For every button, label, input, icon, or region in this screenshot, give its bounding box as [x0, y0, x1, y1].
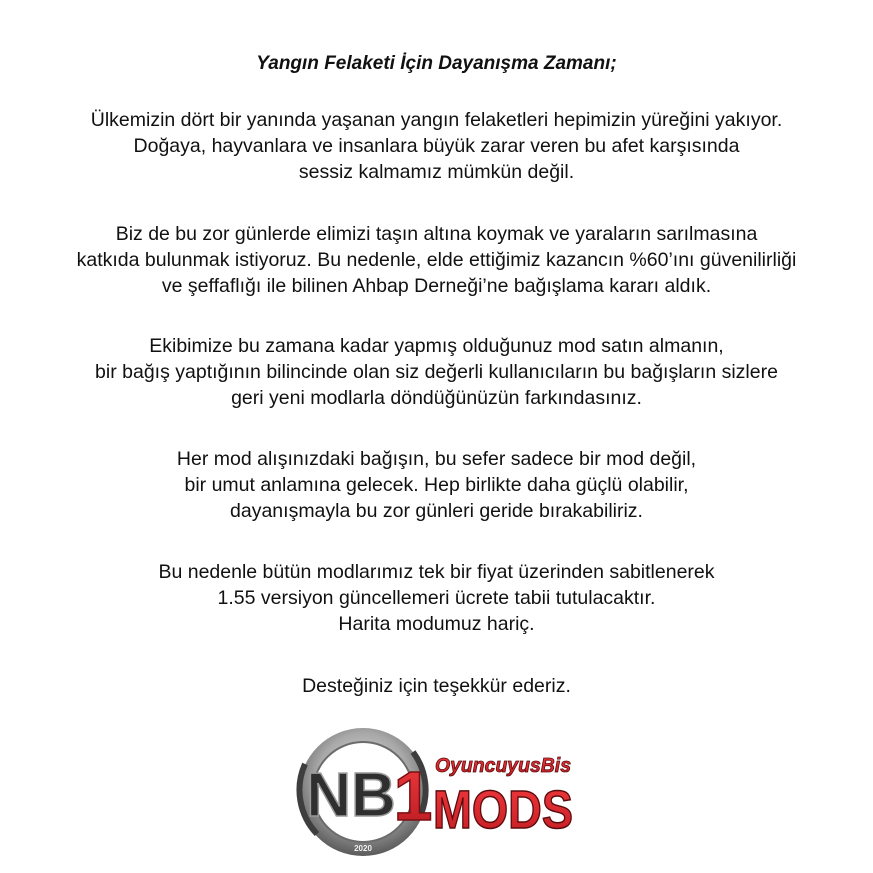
text-line: sessiz kalmamız mümkün değil. — [298, 161, 575, 183]
text-line: Doğaya, hayvanlara ve insanlara büyük zarar veren bu afet karşısında — [133, 135, 740, 157]
paragraph-wildfire-intro — [0, 107, 873, 185]
paragraph-pricing — [0, 559, 873, 637]
text-line: 1.55 versiyon güncellemeri ücrete tabii tutulacaktır. — [217, 587, 656, 609]
text-line: ve şeffaflığı ile bilinen Ahbap Derneği’ne bağışlama kararı aldık. — [161, 275, 712, 297]
text-line: katkıda bulunmak istiyoruz. Bu nedenle, elde ettiğimiz kazancın %60’ını güvenilirliği — [76, 249, 797, 271]
emblem-number: 1 — [393, 757, 433, 835]
paragraph-donation-decision — [0, 221, 873, 299]
text-line: dayanışmayla bu zor günleri geride bırakabiliriz. — [230, 500, 643, 522]
text-line: Harita modumuz hariç. — [338, 613, 535, 635]
paragraph-hope — [0, 446, 873, 524]
paragraph-thanks — [0, 673, 873, 699]
text-line: Bu nedenle bütün modlarımız tek bir fiyat üzerinden sabitlenerek — [158, 561, 715, 583]
text-line: Biz de bu zor günlerde elimizi taşın altına koymak ve yaraların sarılmasına — [115, 223, 758, 245]
text-line: Ülkemizin dört bir yanında yaşanan yangın felaketleri hepimizin yüreğini yakıyor. — [90, 109, 783, 131]
emblem-year: 2020 — [354, 844, 372, 853]
brand-name-top: OyuncuyusBis — [435, 755, 571, 777]
text-line: bir umut anlamına gelecek. Hep birlikte daha güçlü olabilir, — [184, 474, 689, 496]
text-line: Her mod alışınızdaki bağışın, bu sefer sadece bir mod değil, — [176, 448, 697, 470]
text-line: bir bağış yaptığının bilincinde olan siz değerli kullanıcıların bu bağışların sizlere — [95, 361, 778, 383]
emblem-letters: NB — [306, 761, 396, 830]
text-line: Ekibimize bu zamana kadar yapmış olduğunuz mod satın almanın, — [149, 335, 724, 357]
brand-logo — [295, 724, 585, 864]
text-line: geri yeni modlarla döndüğünüzün farkındasınız. — [231, 387, 642, 409]
text-line: Desteğiniz için teşekkür ederiz. — [302, 675, 571, 697]
paragraph-users-awareness — [0, 333, 873, 411]
brand-name-bottom: MODS — [433, 780, 573, 840]
announcement-title: Yangın Felaketi İçin Dayanışma Zamanı; — [256, 53, 617, 74]
